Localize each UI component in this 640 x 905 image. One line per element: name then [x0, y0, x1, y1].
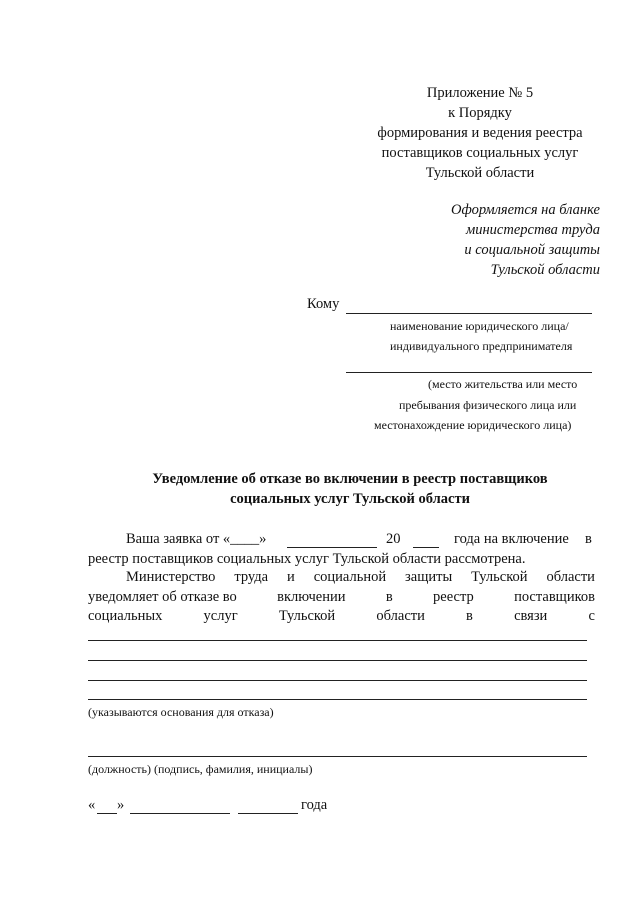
date-day-line[interactable]: [97, 813, 117, 814]
letterhead-note-line: министерства труда: [465, 222, 600, 238]
refusal-word: Тульской: [278, 608, 336, 624]
reason-line[interactable]: [88, 660, 587, 661]
refusal-word: и: [287, 569, 295, 585]
appendix-header: [270, 83, 640, 183]
refusal-word: Министерство: [126, 569, 216, 585]
application-date-month-line[interactable]: [287, 547, 377, 548]
refusal-text-line: [88, 608, 595, 625]
refusal-word: с: [588, 608, 595, 624]
year-prefix: 20: [386, 531, 401, 547]
refusal-word: услуг: [203, 608, 238, 624]
reason-line[interactable]: [88, 699, 587, 700]
application-text: реестр поставщиков социальных услуг Тульской области рассмотрена.: [88, 551, 526, 567]
refusal-text-line: [88, 589, 595, 606]
application-text: в: [585, 531, 592, 547]
appendix-line: Тульской области: [425, 165, 535, 181]
document-title-line: Уведомление об отказе во включении в реестр поставщиков: [152, 471, 548, 487]
signature-hint: (должность) (подпись, фамилия, инициалы): [88, 762, 313, 776]
letterhead-note-line: Тульской области: [490, 262, 600, 278]
date-quote-open: «: [88, 797, 96, 813]
appendix-line: формирования и ведения реестра: [377, 125, 583, 141]
refusal-text-line: [126, 569, 595, 586]
reason-line[interactable]: [88, 680, 587, 681]
refusal-word: социальной: [313, 569, 387, 585]
refusal-word: области: [546, 569, 595, 585]
signature-line[interactable]: [88, 756, 587, 757]
application-text: года на включение: [454, 531, 569, 547]
refusal-word: защиты: [405, 569, 453, 585]
date-quote-close: »: [117, 797, 125, 813]
refusal-word: включении: [277, 589, 346, 605]
reason-line[interactable]: [88, 640, 587, 641]
address-hint: местонахождение юридического лица): [374, 418, 572, 432]
document-title-line: социальных услуг Тульской области: [230, 491, 470, 507]
refusal-word: реестр: [433, 589, 474, 605]
date-year-suffix: года: [301, 797, 328, 813]
refusal-word: в: [466, 608, 473, 624]
address-hint: пребывания физического лица или: [399, 398, 577, 412]
address-hint: (место жительства или место: [428, 377, 578, 391]
refusal-word: в: [385, 589, 393, 605]
letterhead-note-line: и социальной защиты: [464, 242, 600, 258]
refusal-word: поставщиков: [514, 589, 595, 605]
recipient-label: Кому: [307, 296, 340, 312]
reason-hint: (указываются основания для отказа): [88, 705, 274, 719]
refusal-word: труда: [234, 569, 269, 585]
refusal-word: социальных: [88, 608, 163, 624]
letterhead-note-line: Оформляется на бланке: [451, 202, 600, 218]
date-year-line[interactable]: [238, 813, 298, 814]
letterhead-note: [380, 200, 600, 280]
application-year-line[interactable]: [413, 547, 439, 548]
recipient-hint: наименование юридического лица/: [390, 319, 569, 333]
recipient-address-line[interactable]: [346, 372, 592, 373]
appendix-line: поставщиков социальных услуг: [381, 145, 579, 161]
date-month-line[interactable]: [130, 813, 230, 814]
document-title: [0, 469, 640, 509]
refusal-word: Тульской: [471, 569, 528, 585]
appendix-line: к Порядку: [448, 105, 512, 121]
refusal-word: связи: [514, 608, 548, 624]
refusal-word: уведомляет об отказе во: [88, 589, 237, 605]
application-date-text: Ваша заявка от «____»: [126, 531, 267, 547]
recipient-name-line[interactable]: [346, 313, 592, 314]
appendix-number: Приложение № 5: [426, 85, 534, 101]
recipient-hint: индивидуального предпринимателя: [390, 339, 573, 353]
refusal-word: области: [376, 608, 425, 624]
